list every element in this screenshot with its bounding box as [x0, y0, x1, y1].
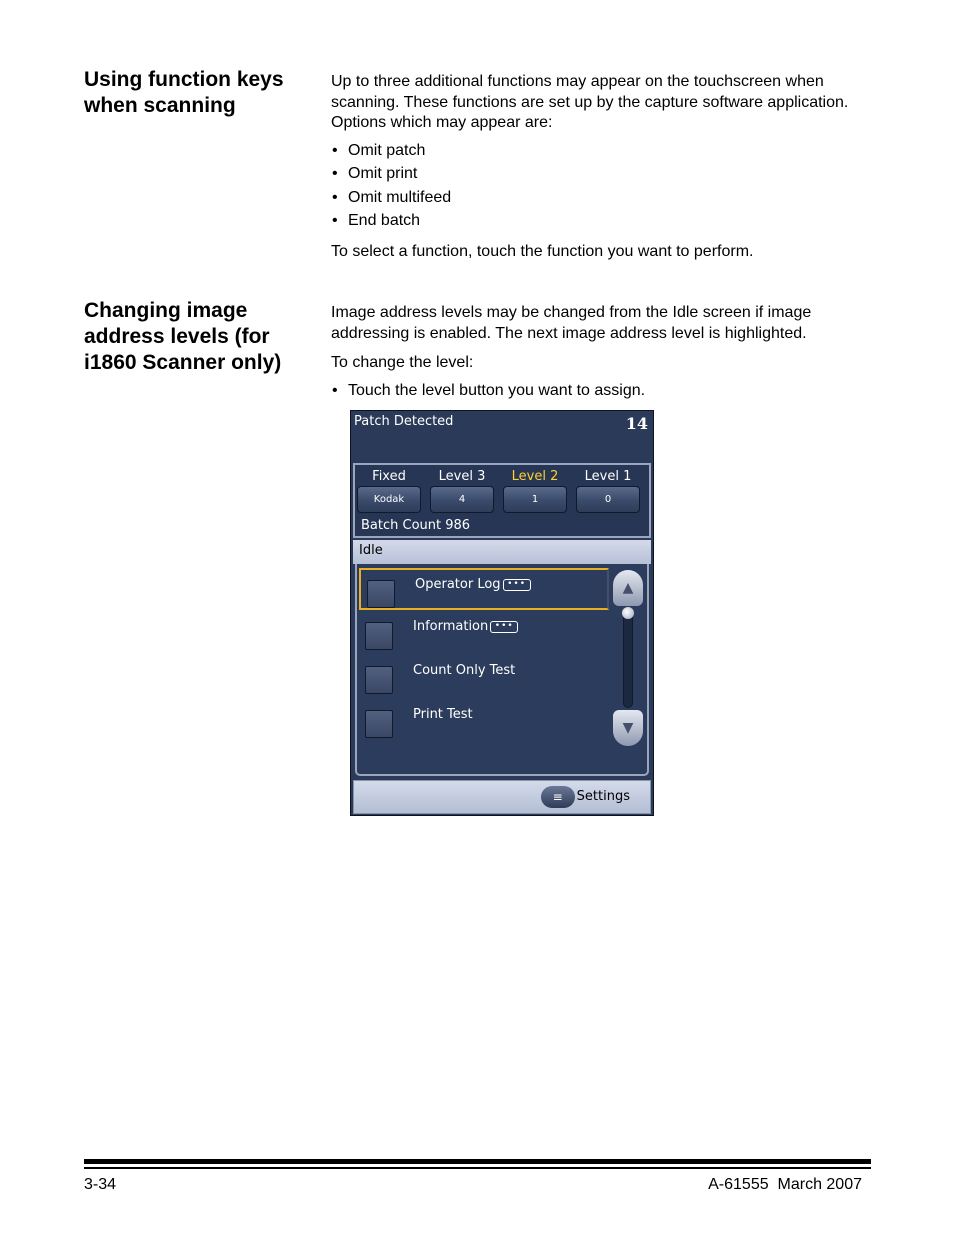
- level-fixed-button[interactable]: Kodak: [357, 486, 421, 513]
- image-address-steps: [331, 381, 645, 404]
- list-item: • Omit patch: [331, 141, 451, 164]
- menu-item-information[interactable]: [359, 612, 609, 654]
- function-keys-intro: Up to three additional functions may appear on the touchscreen when scanning. These functions are set up by the capture software application. Options which may appear are:: [331, 73, 849, 131]
- menu-item-checkbox[interactable]: [365, 710, 393, 738]
- footer-rule: [84, 1159, 871, 1164]
- screen-title: Patch Detected: [354, 414, 454, 429]
- settings-button[interactable]: [541, 786, 632, 808]
- idle-menu: [355, 564, 649, 776]
- menu-item-operator-log[interactable]: [359, 568, 609, 610]
- menu-item-checkbox[interactable]: [367, 580, 395, 608]
- scroll-down-button[interactable]: [613, 710, 643, 746]
- level-label: Level 1: [584, 469, 632, 484]
- menu-item-label: Count Only Test: [413, 663, 516, 678]
- level-fixed: [355, 469, 423, 513]
- list-item: • Omit multifeed: [331, 188, 451, 211]
- level-label: Level 3: [438, 469, 486, 484]
- scroll-up-button[interactable]: [613, 570, 643, 606]
- scrollbar-thumb[interactable]: [622, 607, 634, 619]
- level-2-button[interactable]: 1: [503, 486, 567, 513]
- chevron-down-icon: ▼: [622, 720, 634, 736]
- more-icon[interactable]: •••: [490, 621, 518, 633]
- menu-item-label: Operator Log: [415, 577, 501, 592]
- menu-item-print-test[interactable]: [359, 700, 609, 742]
- level-1-button[interactable]: 0: [576, 486, 640, 513]
- page-number: 3-34: [84, 1176, 117, 1193]
- function-keys-closing: To select a function, touch the function you want to perform.: [331, 243, 754, 260]
- status-text: Idle: [359, 543, 383, 558]
- menu-item-label: Information: [413, 619, 489, 634]
- image-address-instruction: To change the level:: [331, 354, 474, 371]
- section-heading-function-keys: Using function keys when scanning: [84, 68, 284, 117]
- bottom-toolbar: [353, 780, 651, 814]
- list-item: • Touch the level button you want to assign.: [331, 381, 645, 404]
- image-address-levels-panel: [353, 463, 651, 538]
- level-1: [574, 469, 642, 513]
- patch-count: 14: [625, 414, 648, 433]
- list-item: • Omit print: [331, 164, 451, 187]
- level-2: [501, 469, 569, 513]
- footer-rule-thin: [84, 1167, 871, 1169]
- chevron-up-icon: ▲: [622, 580, 634, 596]
- image-address-intro: Image address levels may be changed from the Idle screen if image addressing is enabled. The next image address level is highlighted.: [331, 304, 812, 342]
- list-item: • End batch: [331, 211, 451, 234]
- batch-count: Batch Count 986: [361, 518, 471, 533]
- level-label: Fixed: [372, 469, 406, 484]
- more-icon[interactable]: •••: [503, 579, 531, 591]
- status-bar: [353, 540, 651, 564]
- menu-item-checkbox[interactable]: [365, 622, 393, 650]
- level-label-highlighted: Level 2: [511, 469, 559, 484]
- settings-label: Settings: [576, 789, 630, 804]
- scrollbar-track[interactable]: [623, 608, 633, 708]
- level-3: [428, 469, 496, 513]
- section-heading-image-address: Changing image address levels (for i1860 Scanner only): [84, 299, 282, 374]
- list-icon: ≡: [541, 786, 575, 808]
- menu-item-checkbox[interactable]: [365, 666, 393, 694]
- scanner-touchscreen: [350, 410, 654, 816]
- level-3-button[interactable]: 4: [430, 486, 494, 513]
- document-id: A-61555 March 2007: [708, 1176, 862, 1193]
- menu-item-count-only-test[interactable]: [359, 656, 609, 698]
- menu-item-label: Print Test: [413, 707, 473, 722]
- function-options-list: [331, 141, 451, 234]
